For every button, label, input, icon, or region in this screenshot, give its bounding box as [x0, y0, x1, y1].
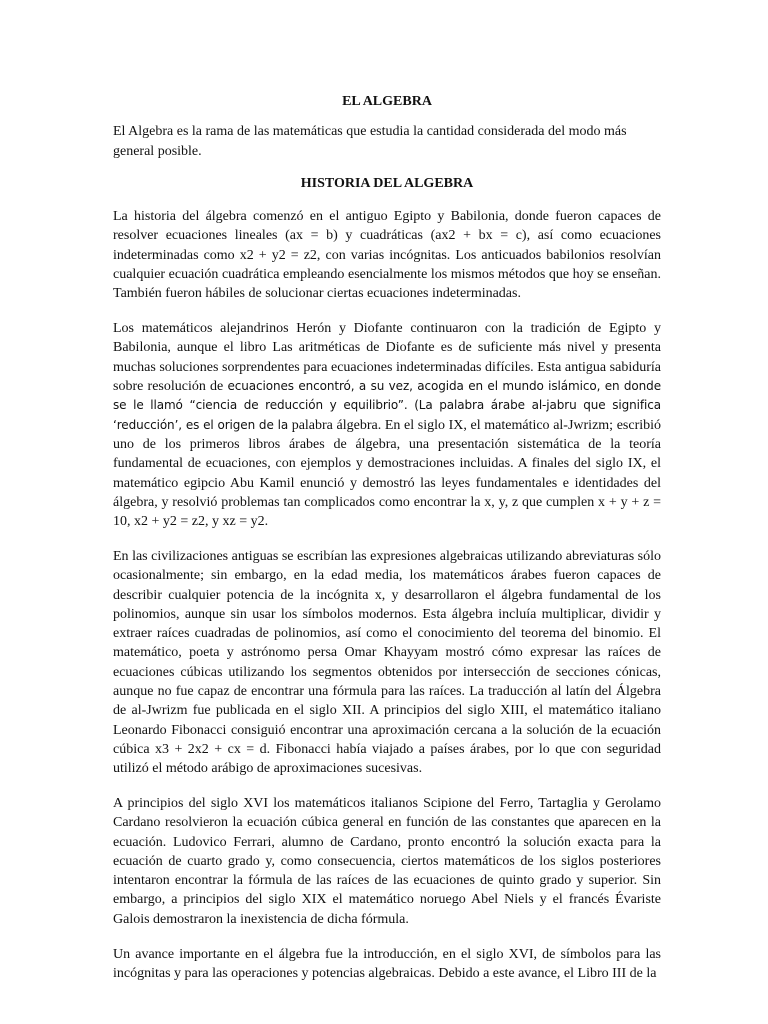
paragraph-sixteenth-century: A principios del siglo XVI los matemáticos italianos Scipione del Ferro, Tartaglia y Gerolamo Cardano resolvieron la ecuación cúbica general en función de las constantes que aparecen en la ecuación. Ludovico Ferrari, alumno de Cardano, pronto encontró la solución exacta para la ecuación de cuarto grado y, como consecuencia, ciertos matemáticos de los siglos posteriores intentaron encontrar la fórmula de las raíces de las ecuaciones de quinto grado y superior. Sin embargo, a principios del siglo XIX el matemático noruego Abel Niels y el francés Évariste Galois demostraron la inexistencia de dicha fórmula. — [113, 796, 661, 927]
paragraph-symbols: Un avance importante en el álgebra fue la introducción, en el siglo XVI, de símbolos para las incógnitas y para las operaciones y potencias algebraicas. Debido a este avance, el Libro III de la — [113, 946, 661, 981]
intro-paragraph: El Algebra es la rama de las matemáticas que estudia la cantidad considerada del modo más general posible. — [113, 124, 627, 159]
paragraph-egypt-babylon: La historia del álgebra comenzó en el antiguo Egipto y Babilonia, donde fueron capaces de resolver ecuaciones lineales (ax = b) y cuadráticas (ax2 + bx = c), así como ecuaciones indeterminadas como x2 + y2 = z2, con varias incógnitas. Los anticuados babilonios resolvían cualquier ecuación cuadrática empleando esencialmente los mismos métodos que hoy se enseñan. También fueron hábiles de solucionar ciertas ecuaciones indeterminadas. — [113, 209, 661, 302]
paragraph-alexandrian-part1: Los matemáticos alejandrinos Herón y Diofante continuaron con la tradición de Egipto y Babilonia, aunque el libro Las aritméticas de Diofante es de suficiente más nivel y presenta muchas soluciones sorprendentes para ecuaciones indeterminadas difíciles. Esta antigua sabiduría sobre resolución de — [113, 321, 661, 395]
paragraph-alexandrian-part2: ecuaciones encontró, a su vez, acogida en el mundo islámico, en donde se le llamó “ciencia de reducción y equilibrio”. (La palabra árabe al-jabru que significa ‘reducción’, es el origen de la — [113, 379, 661, 432]
paragraph-alexandrian — [113, 319, 661, 531]
document-body — [113, 92, 661, 999]
paragraph-alexandrian-part3: palabra álgebra. En el siglo IX, el matemático al-Jwrizm; escribió uno de los primeros libros árabes de álgebra, una presentación sistemática de la teoría fundamental de ecuaciones, con ejemplos y demostraciones incluidas. A finales del siglo IX, el matemático egipcio Abu Kamil enunció y demostró las leyes fundamentales e identidades del álgebra, y resolvió problemas tan complicados como encontrar la x, y, z que cumplen x + y + z = 10, x2 + y2 = z2, y xz = y2. — [113, 417, 662, 530]
paragraph-middle-ages: En las civilizaciones antiguas se escribían las expresiones algebraicas utilizando abreviaturas sólo ocasionalmente; sin embargo, en la edad media, los matemáticos árabes fueron capaces de describir cualquier potencia de la incógnita x, y desarrollaron el álgebra fundamental de los polinomios, aunque sin usar los símbolos modernos. Esta álgebra incluía multiplicar, dividir y extraer raíces cuadradas de polinomios, así como el conocimiento del teorema del binomio. El matemático, poeta y astrónomo persa Omar Khayyam mostró cómo expresar las raíces de ecuaciones cúbicas utilizando los segmentos obtenidos por intersección de secciones cónicas, aunque no fue capaz de encontrar una fórmula para las raíces. La traducción al latín del Álgebra de al-Jwrizm fue publicada en el siglo XII. A principios del siglo XIII, el matemático italiano Leonardo Fibonacci consiguió encontrar una aproximación cercana a la solución de la ecuación cúbica x3 + 2x2 + cx = d. Fibonacci había viajado a países árabes, por lo que con seguridad utilizó el método arábigo de aproximaciones sucesivas. — [113, 548, 661, 777]
document-title: EL ALGEBRA — [342, 94, 432, 109]
section-title: HISTORIA DEL ALGEBRA — [300, 175, 474, 191]
